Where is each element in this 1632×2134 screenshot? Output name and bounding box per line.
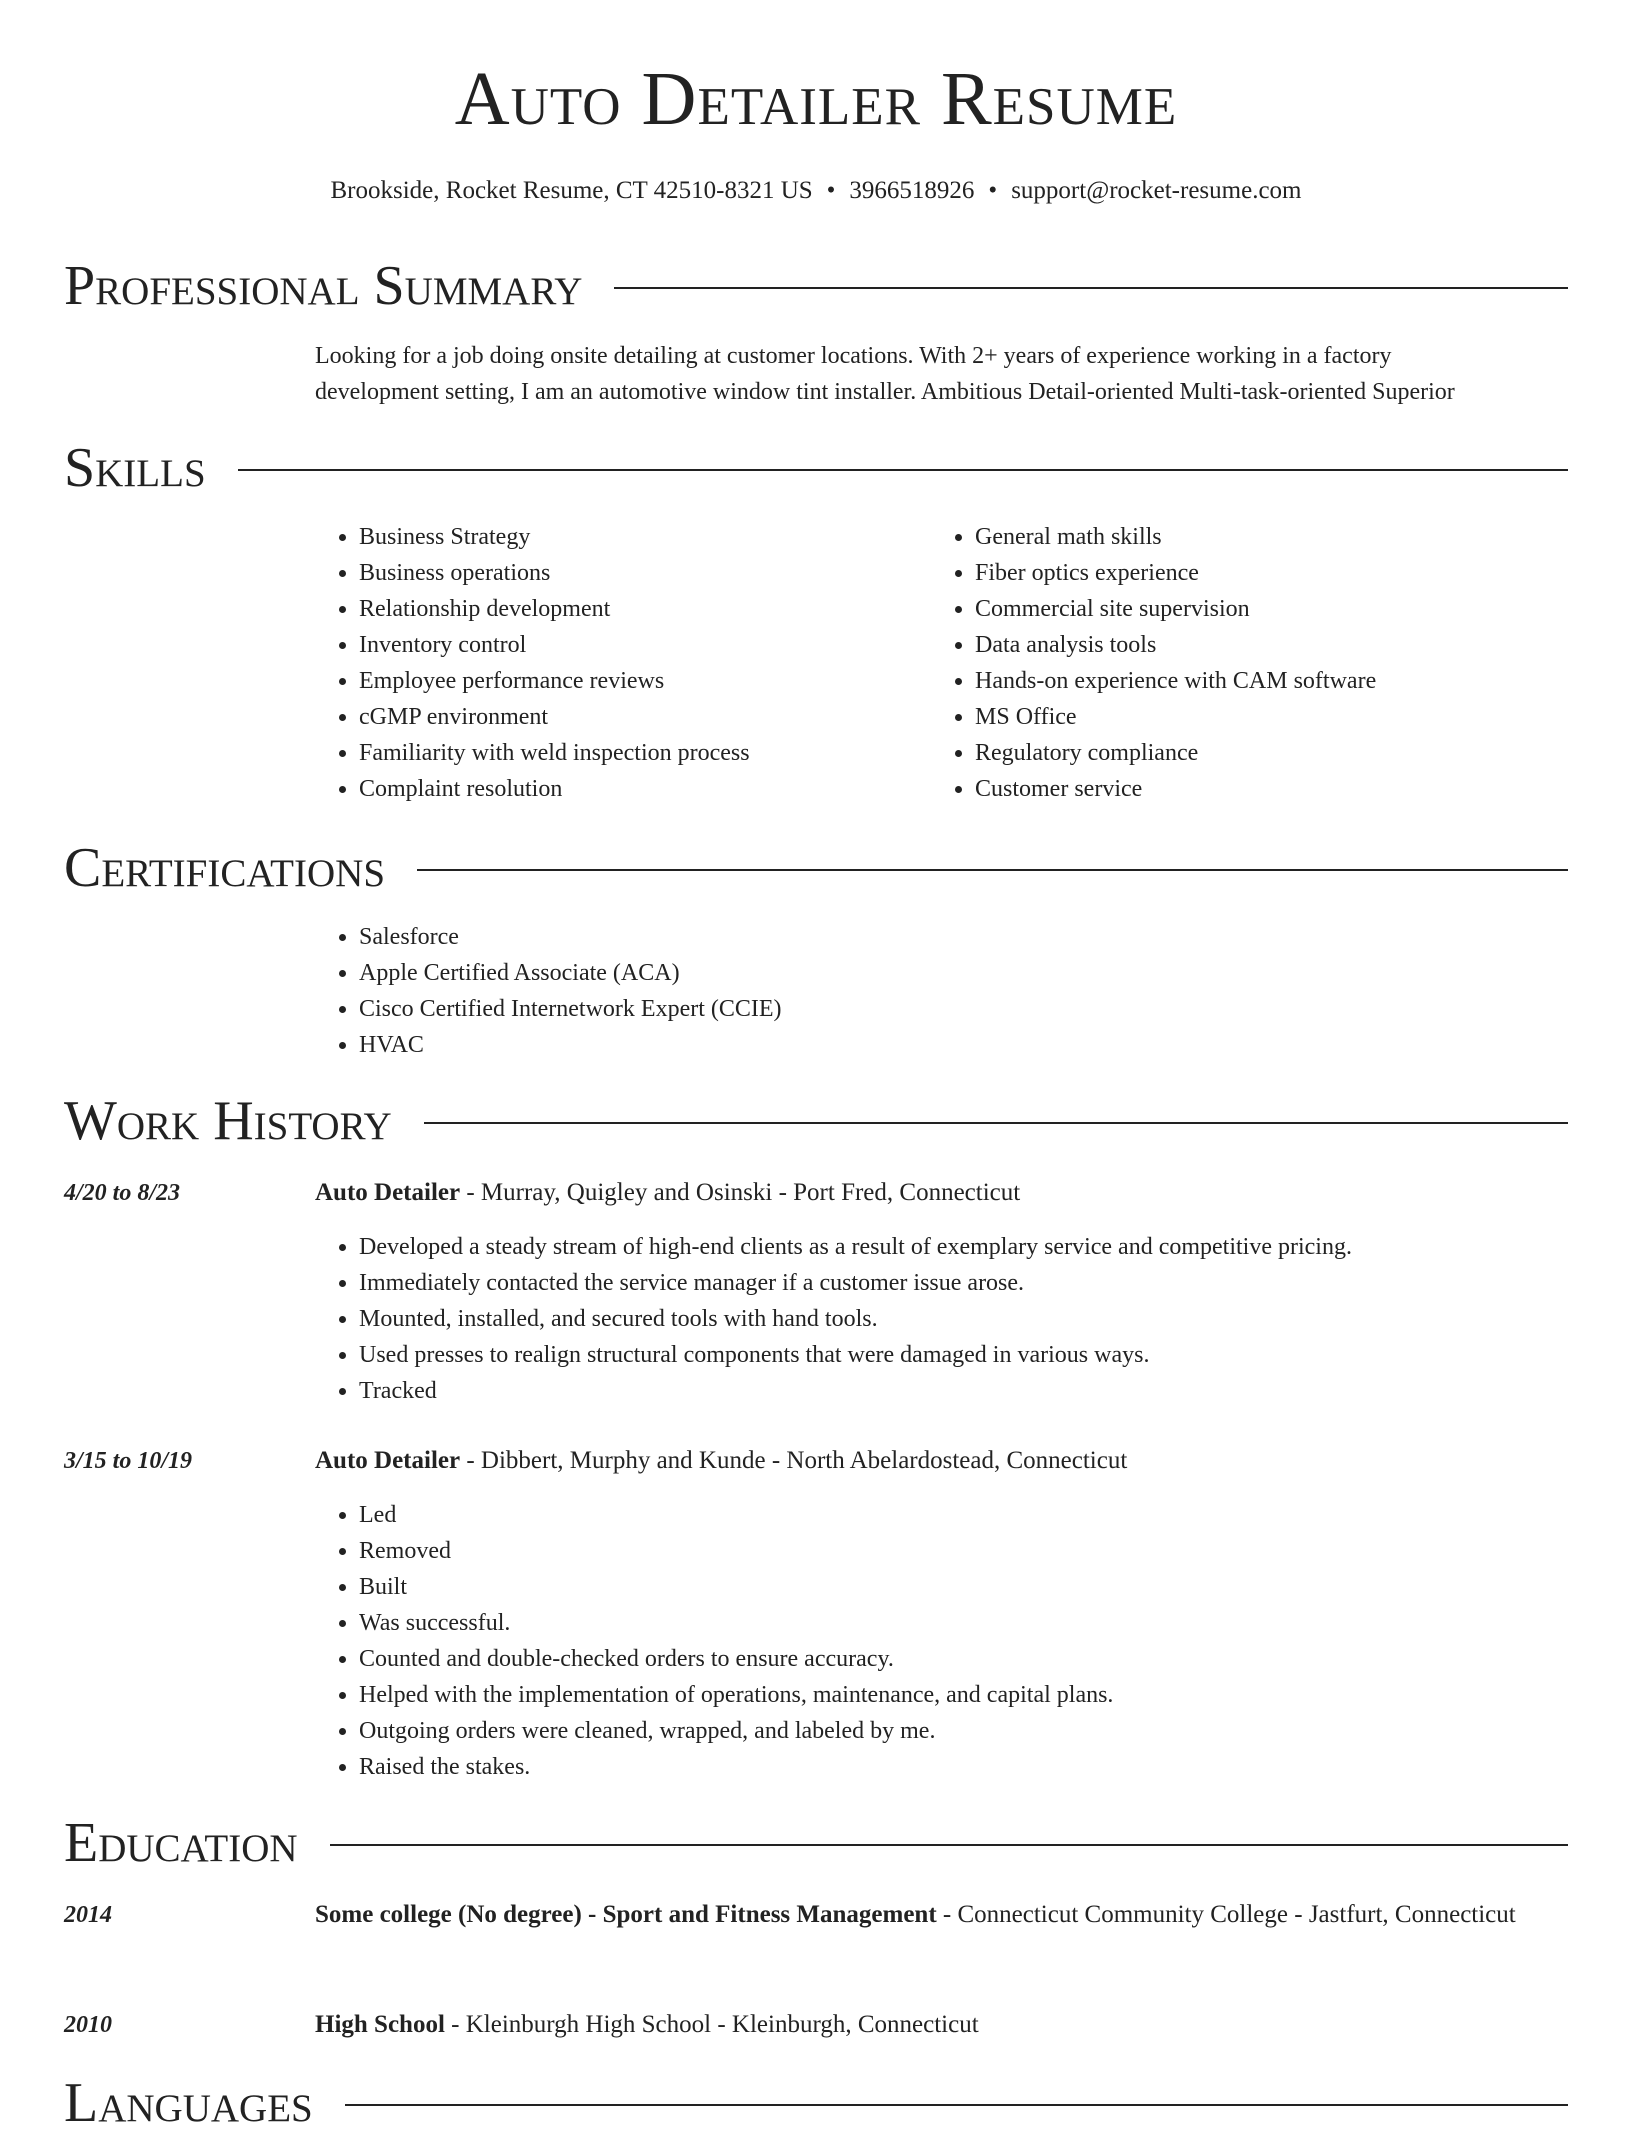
contact-phone: 3966518926	[849, 177, 975, 204]
skill-item: • Customer service	[975, 771, 1547, 807]
job-bullet: • Outgoing orders were cleaned, wrapped, and labeled by me.	[359, 1713, 1515, 1749]
section-divider	[345, 2104, 1568, 2106]
summary-text: Looking for a job doing onsite detailing at customer locations. With 2+ years of experience working in a factory development setting, I am an automotive window tint installer. Ambitious Detail-oriented Multi-task-oriented Superior	[315, 343, 1455, 405]
skills-column-right	[931, 519, 1547, 807]
skill-item: • Hands-on experience with CAM software	[975, 663, 1547, 699]
job-bullet: • Helped with the implementation of operations, maintenance, and capital plans.	[359, 1677, 1515, 1713]
education-details: - Kleinburgh High School - Kleinburgh, Connecticut	[444, 2011, 979, 2038]
section-heading: Languages	[64, 2072, 313, 2134]
education-year: 2010	[64, 2012, 112, 2038]
job-bullet: • Built	[359, 1569, 1515, 1605]
section-summary-header	[64, 255, 1568, 317]
certifications-list	[315, 919, 1515, 1063]
skill-item: • Inventory control	[359, 627, 931, 663]
job-dates: 4/20 to 8/23	[64, 1180, 181, 1206]
contact-separator: •	[826, 177, 836, 204]
contact-email: support@rocket-resume.com	[1011, 177, 1302, 204]
job-bullet: • Mounted, installed, and secured tools with hand tools.	[359, 1301, 1515, 1337]
section-heading: Work History	[64, 1090, 392, 1152]
skill-item: • Fiber optics experience	[975, 555, 1547, 591]
section-heading: Professional Summary	[64, 255, 583, 317]
section-heading: Education	[64, 1812, 298, 1874]
job-bullet: • Tracked	[359, 1373, 1515, 1409]
section-heading: Certifications	[64, 837, 386, 899]
section-certifications-header	[64, 837, 1568, 899]
skill-item: • Employee performance reviews	[359, 663, 931, 699]
job-bullets	[315, 1229, 1515, 1409]
certification-item: • HVAC	[359, 1027, 1515, 1063]
section-heading: Skills	[64, 437, 206, 499]
section-divider	[330, 1844, 1568, 1846]
job-bullets	[315, 1497, 1515, 1785]
education-entry	[315, 2005, 1565, 2045]
job-details: - Dibbert, Murphy and Kunde - North Abelardostead, Connecticut	[460, 1447, 1128, 1474]
job-bullet: • Led	[359, 1497, 1515, 1533]
skill-item: • Complaint resolution	[359, 771, 931, 807]
job-heading	[315, 1441, 1565, 1481]
section-education-header	[64, 1812, 1568, 1874]
section-divider	[238, 469, 1568, 471]
section-divider	[614, 287, 1568, 289]
certification-item: • Salesforce	[359, 919, 1515, 955]
education-entry	[315, 1895, 1565, 1935]
certification-item: • Cisco Certified Internetwork Expert (CCIE)	[359, 991, 1515, 1027]
job-dates: 3/15 to 10/19	[64, 1448, 193, 1474]
certification-item: • Apple Certified Associate (ACA)	[359, 955, 1515, 991]
skill-item: • Commercial site supervision	[975, 591, 1547, 627]
section-languages-header	[64, 2072, 1568, 2134]
skill-item: • cGMP environment	[359, 699, 931, 735]
skill-item: • Regulatory compliance	[975, 735, 1547, 771]
education-details: - Connecticut Community College - Jastfurt, Connecticut	[936, 1901, 1516, 1928]
contact-line	[0, 174, 1632, 208]
job-title: Auto Detailer	[315, 1179, 461, 1206]
job-bullet: • Removed	[359, 1533, 1515, 1569]
section-divider	[417, 869, 1568, 871]
page-title: Auto Detailer Resume	[454, 57, 1178, 141]
education-year: 2014	[64, 1902, 112, 1928]
skill-item: • General math skills	[975, 519, 1547, 555]
job-bullet: • Used presses to realign structural components that were damaged in various ways.	[359, 1337, 1515, 1373]
education-degree: High School	[315, 2011, 445, 2038]
section-skills-header	[64, 437, 1568, 499]
skill-item: • Data analysis tools	[975, 627, 1547, 663]
job-heading	[315, 1173, 1565, 1213]
contact-separator: •	[988, 177, 998, 204]
skills-list	[315, 519, 1565, 807]
job-bullet: • Immediately contacted the service manager if a customer issue arose.	[359, 1265, 1515, 1301]
job-details: - Murray, Quigley and Osinski - Port Fred, Connecticut	[460, 1179, 1021, 1206]
skill-item: • Familiarity with weld inspection process	[359, 735, 931, 771]
section-work-header	[64, 1090, 1568, 1152]
job-bullet: • Counted and double-checked orders to ensure accuracy.	[359, 1641, 1515, 1677]
skill-item: • Relationship development	[359, 591, 931, 627]
job-bullet: • Was successful.	[359, 1605, 1515, 1641]
skill-item: • Business operations	[359, 555, 931, 591]
skill-item: • Business Strategy	[359, 519, 931, 555]
section-divider	[424, 1122, 1568, 1124]
education-degree: Some college (No degree) - Sport and Fitness Management	[315, 1901, 937, 1928]
job-bullet: • Raised the stakes.	[359, 1749, 1515, 1785]
job-bullet: • Developed a steady stream of high-end clients as a result of exemplary service and competitive pricing.	[359, 1229, 1515, 1265]
contact-address: Brookside, Rocket Resume, CT 42510-8321 US	[330, 177, 813, 204]
skills-column-left	[315, 519, 931, 807]
job-title: Auto Detailer	[315, 1447, 461, 1474]
skill-item: • MS Office	[975, 699, 1547, 735]
